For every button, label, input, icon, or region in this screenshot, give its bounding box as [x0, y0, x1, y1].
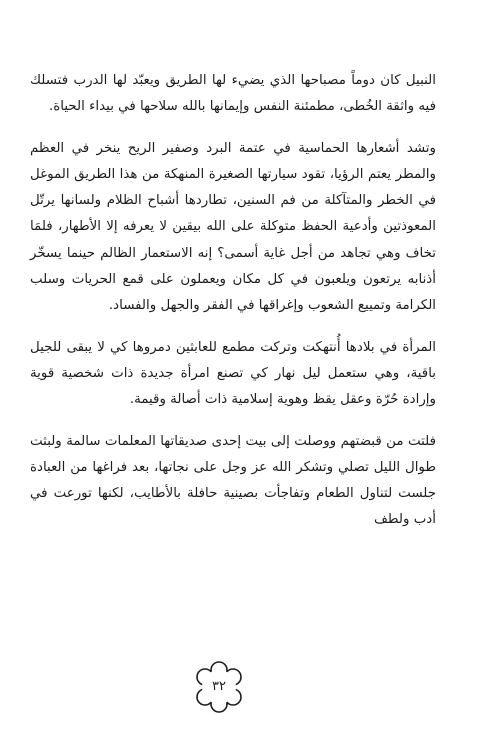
body-text: [30, 68, 436, 549]
paragraph-2: وتشد أشعارها الحماسية في عتمة البرد وصفير الريح ينخر في العظم والمطر يعتم الرؤيا، تقود سيارتها الصغيرة المنهكة من هذا الطريق الموغل في الخطر والمتآكلة من فم السنين، تطاردها أشباح الظلام ولسانها يرتّل المعوذتين وأدعية الحفظ متوكلة على الله بيقين لا يعرفه إلا الأطهار، فلمَا تخاف وهي تجاهد من أجل غاية أسمى؟ إنه الاستعمار الظالم حينما يسخّر أذنابه يرتعون ويلعبون في كل مكان ويعملون على قمع الحريات وسلب الكرامة وتمييع الشعوب وإغراقها في الفقر والجهل والفساد.: [30, 140, 436, 314]
paragraph-4: فلتت من قبضتهم ووصلت إلى بيت إحدى صديقاتها المعلمات سالمة ولبثت طوال الليل تصلي وتشكر الله عز وجل على نجاتها، بعد فراغها من العبادة جلست لتناول الطعام وتفاجأت بصينية حافلة بالأطايب، لكنها تورعت في أدب ولطف: [30, 433, 436, 528]
page-number-ornament: [192, 660, 246, 714]
page-number: ٣٢: [212, 679, 226, 694]
paragraph-3: المرأة في بلادها أُنتهكت وتركت مطمع للعابثين دمروها كي لا يبقى للجيل باقية، وهي ستعمل ليل نهار كي تصنع امرأة جديدة ذات شخصية قوية وإرادة حُرّة وعقل يقظ وهوية إسلامية ذات أصالة وقيمة.: [30, 339, 436, 408]
paragraph-1: النبيل كان دوماً مصباحها الذي يضيء لها الطريق ويعبّد لها الدرب فتسلك فيه واثقة الخُطى، مطمئنة النفس وإيمانها بالله سلاحها في بيداء الحياة.: [30, 73, 436, 115]
